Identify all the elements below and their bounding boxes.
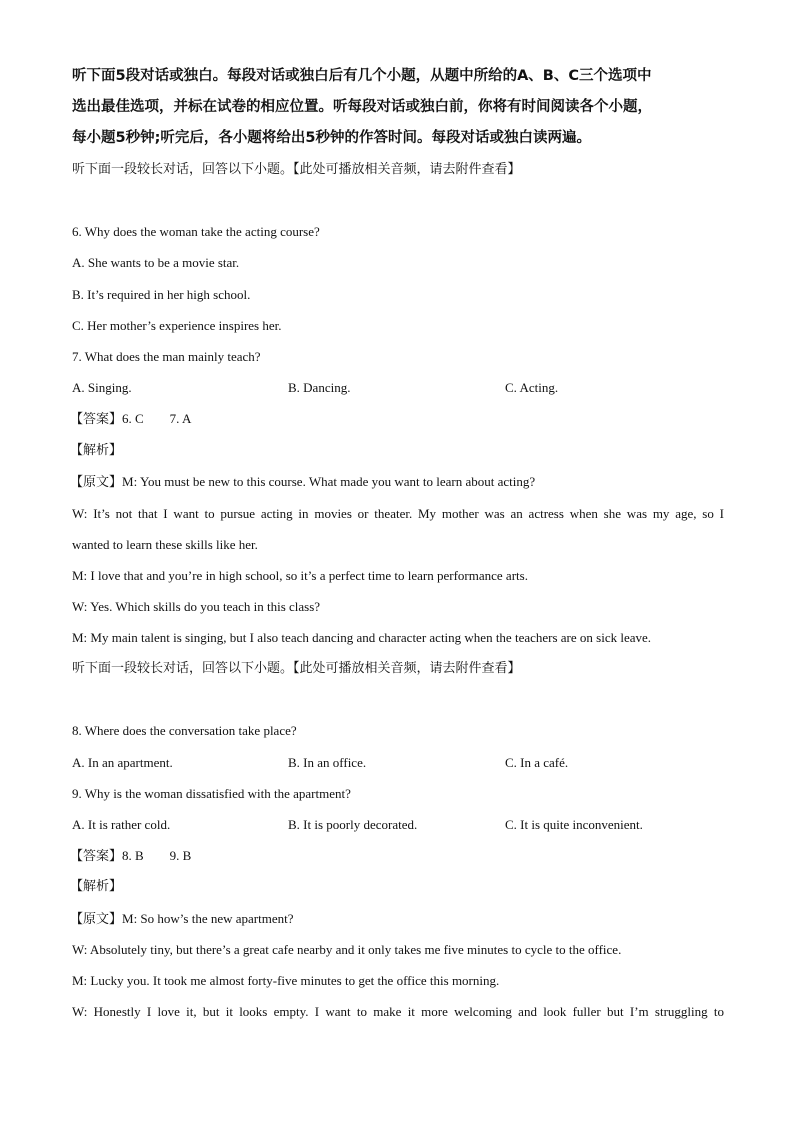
transcript-line-6: M: My main talent is singing, but I also teach dancing and character acting when the teachers are on sick leave.	[72, 630, 652, 645]
q8-option-a: A. In an apartment.	[72, 755, 173, 770]
transcript-line-1	[70, 473, 724, 492]
transcript-line-2: W: It’s not that I want to pursue acting in movies or theater. My mother was an actress when she was my age, so I	[72, 506, 724, 521]
q9-option-b: B. It is poorly decorated.	[288, 817, 418, 832]
q6-option-c: C. Her mother’s experience inspires her.	[72, 318, 282, 333]
transcript2-line-1	[70, 910, 724, 929]
transcript-tag: 【原文】	[70, 912, 123, 927]
intro-line-3: 每小题5秒钟;听完后，各小题将给出5秒钟的作答时间。每段对话或独白读两遍。	[72, 130, 591, 146]
transcript2-line-4: W: Honestly I love it, but it looks empty. I want to make it more welcoming and look fuller but I’m struggling to	[72, 1004, 724, 1019]
q8-option-b: B. In an office.	[288, 755, 367, 770]
answer-text: 8. B 9. B	[122, 848, 192, 863]
q7-option-a: A. Singing.	[72, 380, 132, 395]
section2-prompt: 听下面一段较长对话，回答以下小题。【此处可播放相关音频，请去附件查看】	[72, 661, 521, 676]
q7-option-c: C. Acting.	[505, 380, 559, 395]
q9-stem: 9. Why is the woman dissatisfied with the apartment?	[72, 786, 351, 801]
transcript-line-5: W: Yes. Which skills do you teach in this class?	[72, 599, 321, 614]
transcript2-line-2: W: Absolutely tiny, but there’s a great cafe nearby and it only takes me five minutes to cycle to the office.	[72, 942, 622, 957]
q7-stem: 7. What does the man mainly teach?	[72, 349, 261, 364]
answer-tag: 【答案】	[70, 412, 123, 427]
q8-stem: 8. Where does the conversation take place?	[72, 723, 297, 738]
q9-option-a: A. It is rather cold.	[72, 817, 171, 832]
q7-option-b: B. Dancing.	[288, 380, 351, 395]
answer-row-2	[70, 847, 724, 866]
transcript-text: M: You must be new to this course. What made you want to learn about acting?	[122, 474, 536, 489]
q9-option-c: C. It is quite inconvenient.	[505, 817, 643, 832]
answer-row-1	[70, 410, 724, 429]
intro-line-1: 听下面5段对话或独白。每段对话或独白后有几个小题，从题中所给的A、B、C三个选项中	[72, 68, 652, 84]
transcript-line-3: wanted to learn these skills like her.	[72, 537, 258, 552]
q6-stem: 6. Why does the woman take the acting course?	[72, 224, 320, 239]
analysis-tag: 【解析】	[70, 443, 123, 458]
answer-tag: 【答案】	[70, 849, 123, 864]
q8-option-c: C. In a café.	[505, 755, 569, 770]
transcript-text: M: So how’s the new apartment?	[122, 911, 294, 926]
q6-option-a: A. She wants to be a movie star.	[72, 255, 240, 270]
transcript2-line-3: M: Lucky you. It took me almost forty-five minutes to get the office this morning.	[72, 973, 500, 988]
transcript-tag: 【原文】	[70, 475, 123, 490]
section1-prompt: 听下面一段较长对话，回答以下小题。【此处可播放相关音频，请去附件查看】	[72, 162, 521, 177]
answer-text: 6. C 7. A	[122, 411, 192, 426]
analysis-tag: 【解析】	[70, 879, 123, 894]
transcript-line-4: M: I love that and you’re in high school, so it’s a perfect time to learn performance arts.	[72, 568, 528, 583]
q6-option-b: B. It’s required in her high school.	[72, 287, 251, 302]
intro-line-2: 选出最佳选项，并标在试卷的相应位置。听每段对话或独白前，你将有时间阅读各个小题，	[72, 99, 652, 115]
